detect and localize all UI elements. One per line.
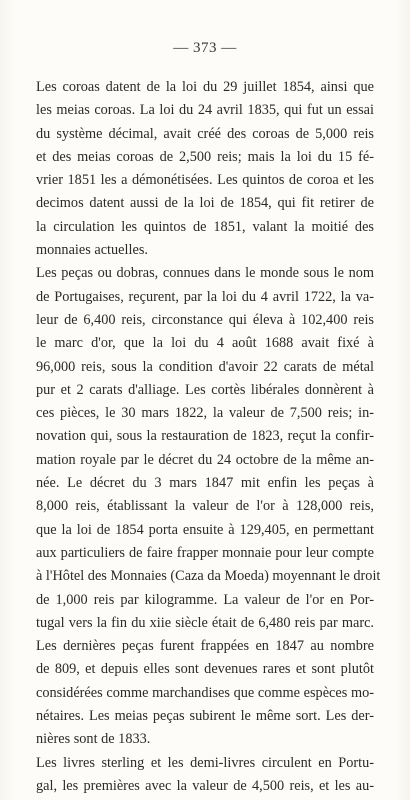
text-line: les meias coroas. La loi du 24 avril 1835, qui fut un essai xyxy=(36,102,374,119)
text-line: monnaies actuelles. xyxy=(36,242,148,259)
text-line: de 1,000 reis par kilogramme. La valeur de l'or en Por- xyxy=(36,591,374,608)
text-line: nétaires. Les meias peças subirent le même sort. Les der- xyxy=(36,708,374,725)
text-line: considérées comme marchandises que comme espèces mo- xyxy=(36,684,374,701)
text-line: vrier 1851 les a démonétisées. Les quintos de coroa et les xyxy=(36,172,374,189)
text-line: nières sont de 1833. xyxy=(36,731,151,748)
text-line: Les peças ou dobras, connues dans le monde sous le nom xyxy=(36,265,374,282)
text-line: du système décimal, avait créé des coroas de 5,000 reis xyxy=(36,125,374,142)
text-line: novation qui, sous la restauration de 1823, reçut la confir- xyxy=(36,428,374,445)
text-line: Les dernières peças furent frappées en 1847 au nombre xyxy=(36,638,374,655)
text-line: aux particuliers de faire frapper monnaie pour leur compte xyxy=(36,544,374,561)
text-line: née. Le décret du 3 mars 1847 mit enfin les peças à xyxy=(36,475,374,492)
text-line: decimos datent aussi de la loi de 1854, qui fit retirer de xyxy=(36,195,374,212)
text-line: Les livres sterling et les demi-livres circulent en Portu- xyxy=(36,754,374,771)
text-line: et des meias coroas de 2,500 reis; mais la loi du 15 fé- xyxy=(36,148,374,165)
text-line: la circulation les quintos de 1851, valant la moitié des xyxy=(36,218,374,235)
text-line: à l'Hôtel des Monnaies (Caza da Moeda) moyennant le droit xyxy=(36,568,381,585)
text-line: mation royale par le décret du 24 octobre de la même an- xyxy=(36,451,374,468)
text-line: gal, les premières avec la valeur de 4,500 reis, et les au- xyxy=(36,777,374,794)
text-line: de Portugaises, reçurent, par la loi du 4 avril 1722, la va- xyxy=(36,288,374,305)
text-line: 8,000 reis, établissant la valeur de l'or à 128,000 reis, xyxy=(36,498,374,515)
text-line: 96,000 reis, sous la condition d'avoir 22 carats de métal xyxy=(36,358,374,375)
page-number: — 373 — xyxy=(173,40,237,56)
text-line: tugal vers la fin du xiie siècle était de 6,480 reis par marc. xyxy=(36,614,374,631)
text-line: leur de 6,400 reis, circonstance qui éleva à 102,400 reis xyxy=(36,311,374,328)
text-line: Les coroas datent de la loi du 29 juillet 1854, ainsi que xyxy=(36,79,374,95)
text-line: ces pièces, le 30 mars 1822, la valeur de 7,500 reis; in- xyxy=(36,405,374,422)
body-text xyxy=(36,76,381,798)
text-line: pur et 2 carats d'alliage. Les cortès libérales donnèrent à xyxy=(36,381,374,398)
text-line: le marc d'or, que la loi du 4 août 1688 avait fixé à xyxy=(36,335,374,352)
text-line: de 809, et depuis elles sont devenues rares et sont plutôt xyxy=(36,661,374,678)
text-line: que la loi de 1854 porta ensuite à 129,405, en permettant xyxy=(36,521,374,538)
